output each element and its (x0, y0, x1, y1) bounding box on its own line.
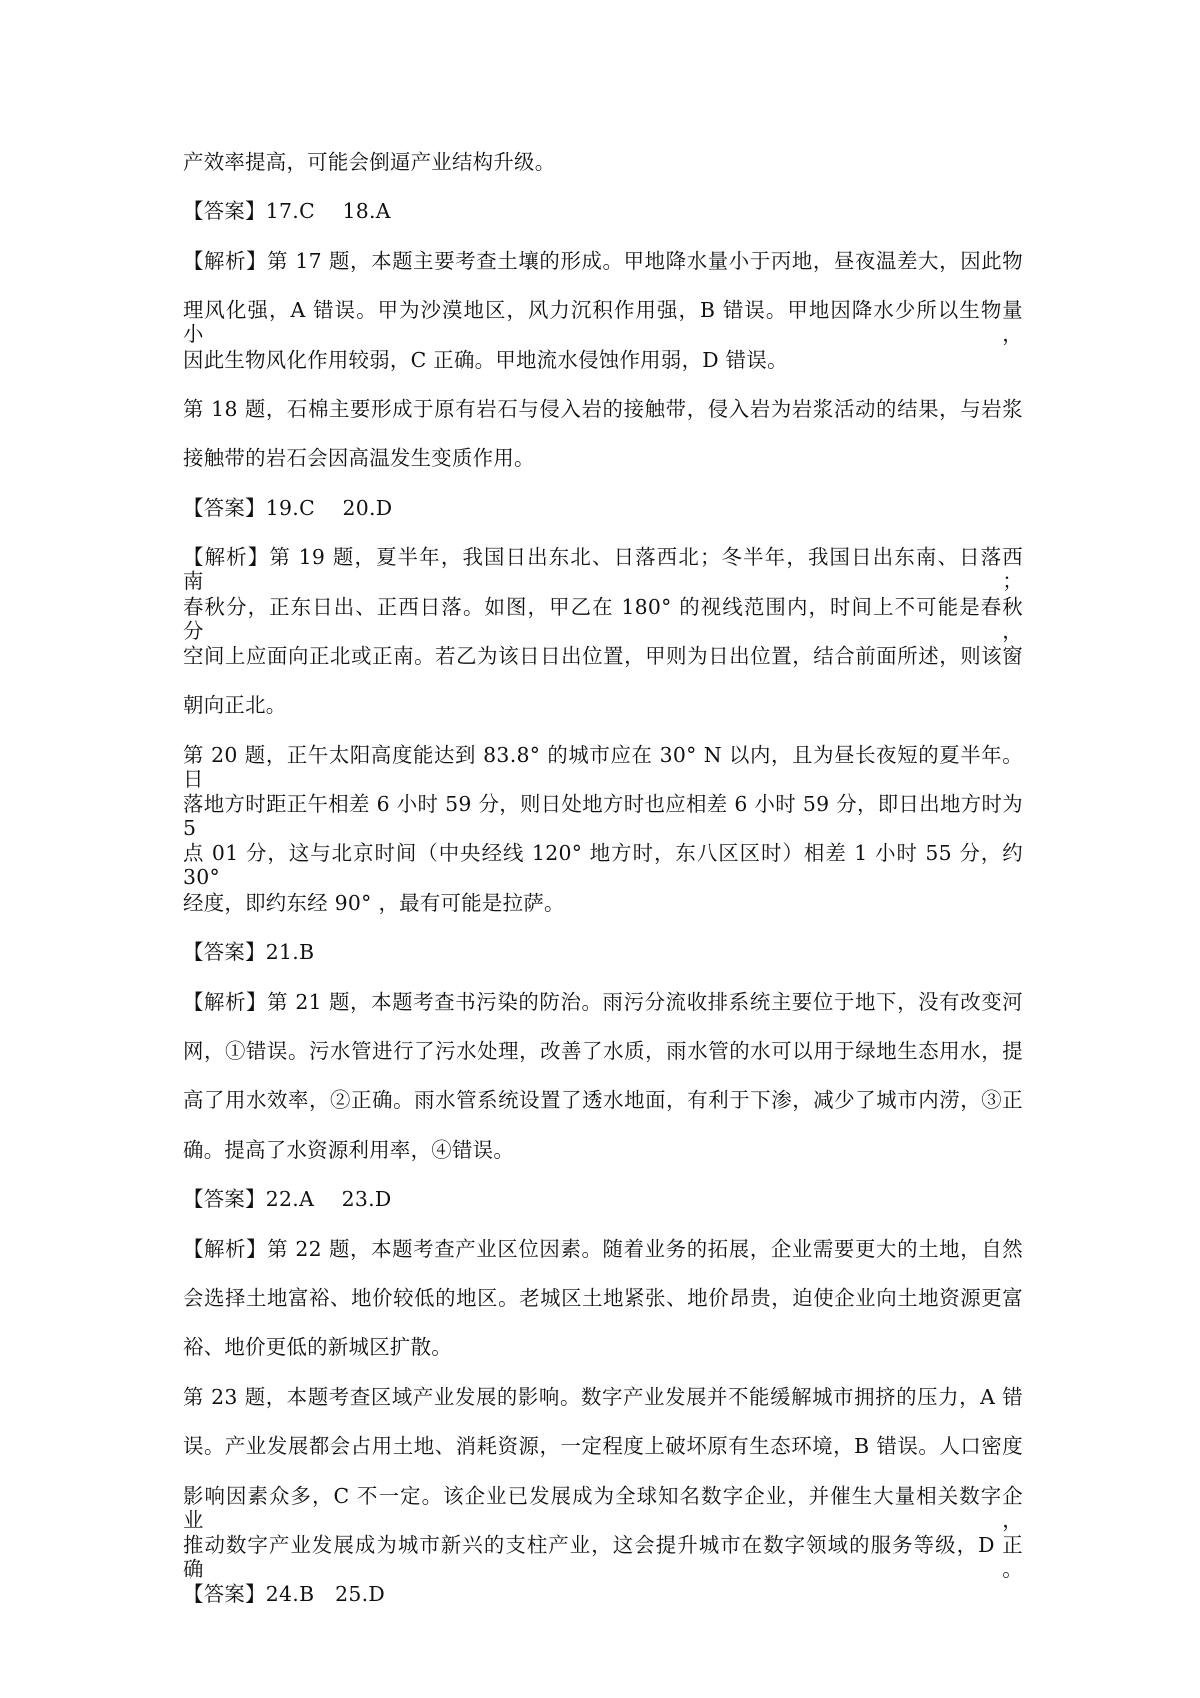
text-line: 春秋分，正东日出、正西日落。如图，甲乙在 180° 的视线范围内，时间上不可能是春秋分， (183, 594, 1023, 643)
text-line: 网，①错误。污水管进行了污水处理，改善了水质，雨水管的水可以用于绿地生态用水，提 (183, 1039, 1023, 1064)
text-line: 点 01 分，这与北京时间（中央经线 120° 地方时，东八区区时）相差 1 小时 55 分，约 30° (183, 841, 1023, 890)
answer-line: 【答案】19.C 20.D (183, 495, 393, 520)
document-page (183, 150, 1023, 1632)
answer-line: 【答案】17.C 18.A (183, 199, 391, 224)
answer-line: 【答案】21.B (183, 940, 315, 965)
text-line: 误。产业发展都会占用土地、消耗资源，一定程度上破坏原有生态环境，B 错误。人口密度 (183, 1434, 1023, 1459)
text-line: 因此生物风化作用较弱，C 正确。甲地流水侵蚀作用弱，D 错误。 (183, 347, 788, 372)
text-line: 朝向正北。 (183, 693, 287, 718)
text-line: 【解析】第 17 题，本题主要考查土壤的形成。甲地降水量小于丙地，昼夜温差大，因此物 (183, 248, 1023, 273)
answer-line: 【答案】22.A 23.D (183, 1187, 392, 1212)
text-line: 理风化强，A 错误。甲为沙漠地区，风力沉积作用强，B 错误。甲地因降水少所以生物量小， (183, 298, 1023, 347)
text-line: 【解析】第 21 题，本题考查书污染的防治。雨污分流收排系统主要位于地下，没有改变河 (183, 989, 1023, 1014)
text-line: 第 18 题，石棉主要形成于原有岩石与侵入岩的接触带，侵入岩为岩浆活动的结果，与岩浆 (183, 396, 1023, 421)
text-line: 影响因素众多，C 不一定。该企业已发展成为全球知名数字企业，并催生大量相关数字企业， (183, 1483, 1023, 1532)
text-line: 第 23 题，本题考查区域产业发展的影响。数字产业发展并不能缓解城市拥挤的压力，A 错 (183, 1384, 1023, 1409)
text-line: 经度，即约东经 90° ，最有可能是拉萨。 (183, 890, 565, 915)
text-line: 高了用水效率，②正确。雨水管系统设置了透水地面，有利于下渗，减少了城市内涝，③正 (183, 1088, 1023, 1113)
text-line: 产效率提高，可能会倒逼产业结构升级。 (183, 150, 556, 174)
text-line: 接触带的岩石会因高温发生变质作用。 (183, 446, 535, 471)
text-line: 落地方时距正午相差 6 小时 59 分，则日处地方时也应相差 6 小时 59 分，即日出地方时为 5 (183, 792, 1023, 841)
text-line: 空间上应面向正北或正南。若乙为该日日出位置，甲则为日出位置，结合前面所述，则该窗 (183, 643, 1023, 668)
text-line: 【解析】第 19 题，夏半年，我国日出东北、日落西北；冬半年，我国日出东南、日落西南； (183, 545, 1023, 594)
text-line: 第 20 题，正午太阳高度能达到 83.8° 的城市应在 30° N 以内，且为昼长夜短的夏半年。日 (183, 742, 1023, 791)
answer-line: 【答案】24.B 25.D (183, 1582, 386, 1607)
text-line: 裕、地价更低的新城区扩散。 (183, 1335, 452, 1360)
text-line: 推动数字产业发展成为城市新兴的支柱产业，这会提升城市在数字领域的服务等级，D 正确。 (183, 1532, 1023, 1581)
text-line: 确。提高了水资源利用率，④错误。 (183, 1137, 515, 1162)
text-line: 会选择土地富裕、地价较低的地区。老城区土地紧张、地价昂贵，迫使企业向土地资源更富 (183, 1285, 1023, 1310)
text-line: 【解析】第 22 题，本题考查产业区位因素。随着业务的拓展，企业需要更大的土地，自然 (183, 1236, 1023, 1261)
